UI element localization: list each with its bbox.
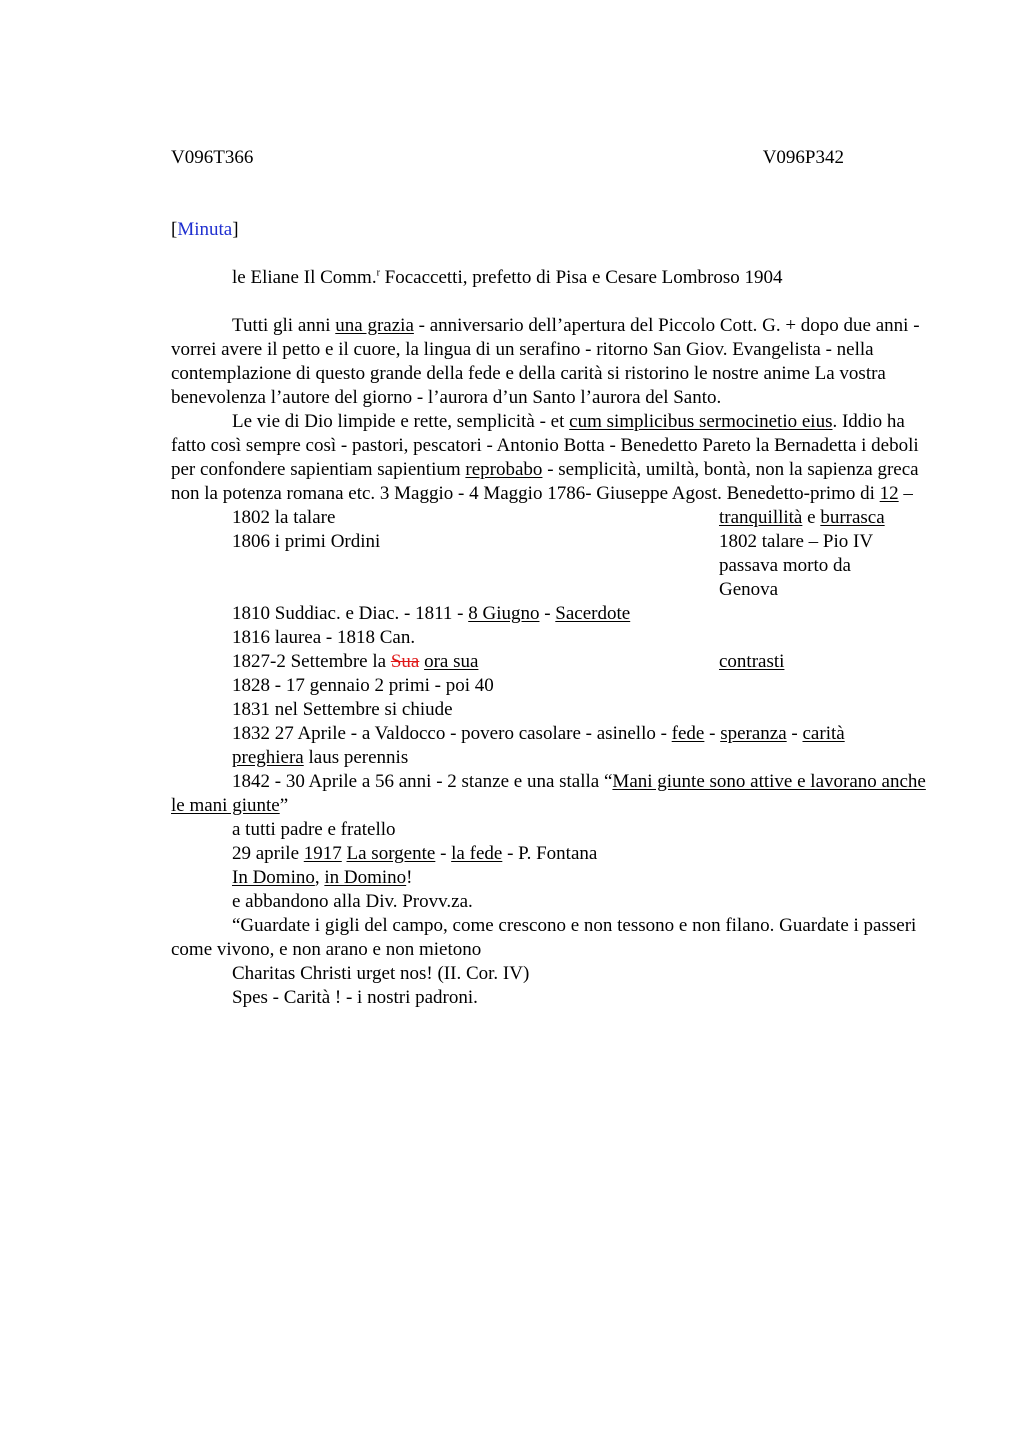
p2-text-d: –	[898, 483, 913, 504]
line-spes: Spes - Carità ! - i nostri padroni.	[232, 987, 478, 1008]
p1-text-b: - anniversario dell’apertura del Piccolo Cott. G. + dopo due anni - vorrei avere il petto e il cuore, la lingua di un serafino - ritorno San Giov. Evangelista - nella contemplazione di questo grande della fede e della carità si ristorino le nostre anime La vostra benevolenza l’autore del giorno - l’aurora d’un Santo l’aurora del Santo.	[171, 315, 920, 408]
label-close-bracket: ]	[232, 219, 239, 240]
page-header	[171, 146, 844, 170]
line-in-domino	[171, 866, 931, 890]
row-1832-underline-2: speranza	[720, 723, 787, 744]
document-code-left: V096T366	[171, 147, 254, 168]
p2-underline-2: reprobabo	[465, 459, 543, 480]
paragraph-1842	[171, 770, 931, 818]
intro-line	[232, 266, 783, 290]
row-preghiera	[171, 746, 931, 770]
row-1810-text-a: 1810 Suddiac. e Diac. - 1811 -	[232, 603, 469, 624]
row-1832-text-b: -	[704, 723, 721, 744]
row-1827-left	[232, 651, 478, 672]
in-domino-exclamation: !	[406, 867, 413, 888]
row-1802-left: 1802 la talare	[232, 507, 336, 528]
document-label	[171, 218, 239, 242]
row-1802-underline-1: tranquillità	[719, 507, 803, 528]
row-1810-text-b: -	[539, 603, 556, 624]
line-abbandono: e abbandono alla Div. Provv.za.	[232, 891, 473, 912]
intro-b: Focaccetti, prefetto di Pisa e Cesare Lombroso 1904	[379, 267, 783, 288]
paragraph-1	[171, 314, 931, 410]
row-1827-right-underline: contrasti	[719, 651, 785, 672]
p2-text-a: Le vie di Dio limpide e rette, semplicità - et	[232, 411, 570, 432]
line-1917-text-d: - P. Fontana	[502, 843, 598, 864]
p1-underline-1: una grazia	[335, 315, 414, 336]
row-1832-underline-3: carità	[802, 723, 845, 744]
p1-text-a: Tutti gli anni	[232, 315, 336, 336]
in-domino-underline-2: in Domino	[324, 867, 407, 888]
row-1831: 1831 nel Settembre si chiude	[232, 699, 453, 720]
row-1806	[171, 530, 931, 602]
label-minuta: Minuta	[177, 219, 233, 240]
row-1806-left: 1806 i primi Ordini	[232, 531, 381, 552]
p2-text-b: . Iddio ha fatto così sempre così - pastori, pescatori - Antonio Botta - Benedetto Pareto la Bernadetta i deboli per confondere sapientiam sapientium	[171, 411, 919, 480]
row-1802	[171, 506, 931, 530]
row-1827-text-a: 1827-2 Settembre la	[232, 651, 391, 672]
row-1810	[171, 602, 931, 626]
p3-text-b: ”	[279, 795, 289, 816]
paragraph-gigli: “Guardate i gigli del campo, come crescono e non tessono e non filano. Guardate i passeri come vivono, e non arano e non mietono	[171, 915, 917, 960]
paragraph-2	[171, 410, 931, 506]
row-1802-mid: e	[802, 507, 821, 528]
intro-superscript: r	[376, 267, 380, 279]
line-1917-underline-1: 1917	[303, 843, 342, 864]
row-1827-right	[719, 650, 909, 674]
intro-a: le Eliane Il Comm.	[232, 267, 377, 288]
line-1917	[171, 842, 931, 866]
row-1810-underline-1: 8 Giugno	[468, 603, 540, 624]
row-1827-struck-word: Sua	[390, 651, 420, 672]
in-domino-comma: ,	[314, 867, 325, 888]
p3-underline-1: Mani giunte sono attive e lavorano anche le mani giunte	[171, 771, 926, 816]
row-1832-underline-1: fede	[671, 723, 705, 744]
row-1827-underline: ora sua	[424, 651, 479, 672]
row-1816: 1816 laurea - 1818 Can.	[232, 627, 416, 648]
line-1917-underline-2: La sorgente	[346, 843, 436, 864]
row-1832	[171, 722, 931, 746]
in-domino-underline-1: In Domino	[232, 867, 315, 888]
label-open-bracket: [	[171, 219, 178, 240]
line-1917-text-c: -	[435, 843, 452, 864]
row-preghiera-text: laus perennis	[303, 747, 409, 768]
row-1810-underline-2: Sacerdote	[555, 603, 631, 624]
line-padre-fratello: a tutti padre e fratello	[232, 819, 396, 840]
row-1832-text-c: -	[786, 723, 803, 744]
row-1832-text-a: 1832 27 Aprile - a Valdocco - povero casolare - asinello -	[232, 723, 672, 744]
p2-text-c: - semplicità, umiltà, bontà, non la sapienza greca non la potenza romana etc. 3 Maggio - 4 Maggio 1786- Giuseppe Agost. Benedetto-primo di	[171, 459, 919, 504]
row-1802-right	[719, 506, 909, 530]
document-code-right: V096P342	[762, 147, 844, 168]
row-preghiera-underline: preghiera	[232, 747, 304, 768]
p2-underline-3: 12	[879, 483, 899, 504]
line-1917-underline-3: la fede	[451, 843, 503, 864]
line-1917-text-a: 29 aprile	[232, 843, 304, 864]
document-body	[171, 314, 931, 1010]
row-1828: 1828 - 17 gennaio 2 primi - poi 40	[232, 675, 494, 696]
line-charitas: Charitas Christi urget nos! (II. Cor. IV)	[232, 963, 530, 984]
row-1827	[171, 650, 931, 674]
row-1806-right-note: 1802 talare – Pio IV passava morto da Genova	[719, 531, 873, 600]
row-1802-underline-2: burrasca	[820, 507, 885, 528]
p2-underline-1: cum simplicibus sermocinetio eius	[569, 411, 833, 432]
p3-text-a: 1842 - 30 Aprile a 56 anni - 2 stanze e una stalla “	[232, 771, 613, 792]
